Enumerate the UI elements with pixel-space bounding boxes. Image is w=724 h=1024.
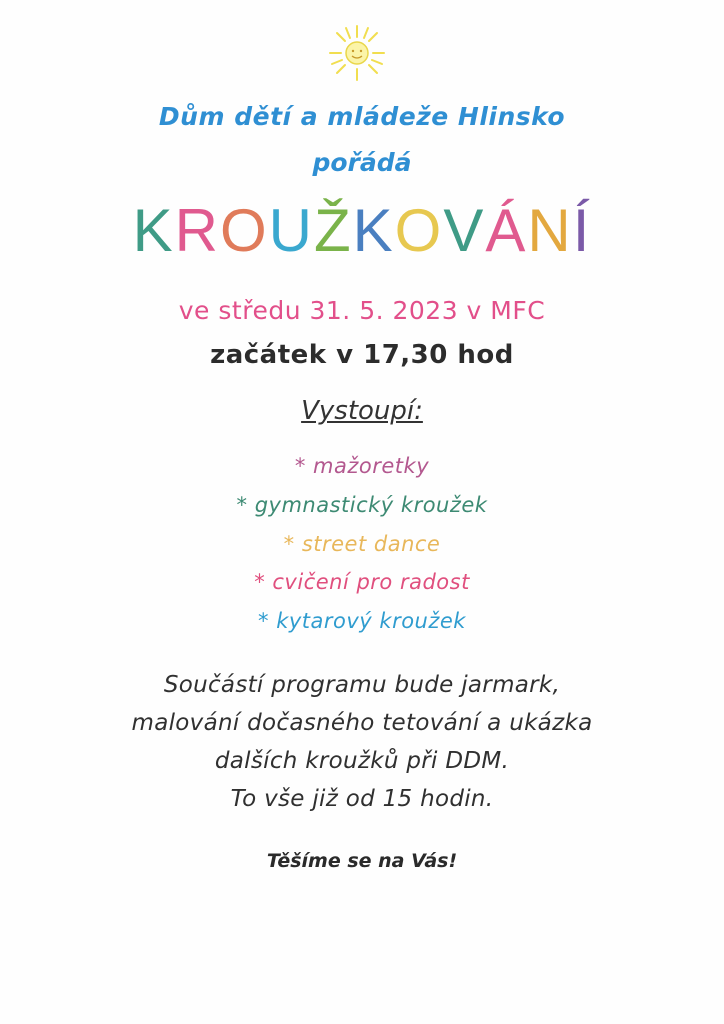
organizer-verb: pořádá [312,148,412,177]
title-letter: O [219,197,269,264]
title-letter: Á [485,197,528,264]
organizer-name: Dům dětí a mládeže Hlinsko [158,102,566,131]
performer-item: * gymnastický kroužek [236,493,488,517]
info-line: Součástí programu bude jarmark, [163,672,561,698]
title-letter: K [352,197,395,264]
event-start-time: začátek v 17,30 hod [210,340,514,370]
performer-item: * kytarový kroužek [258,609,466,633]
title-letter: Í [572,197,592,264]
performer-item: * mažoretky [294,454,430,478]
sun-icon [328,24,386,82]
title-letter: Ž [313,197,353,264]
info-line: malování dočasného tetování a ukázka [131,710,593,736]
title-letter: K [132,197,175,264]
closing-greeting: Těšíme se na Vás! [266,850,458,872]
event-date: ve středu 31. 5. 2023 v MFC [178,296,546,325]
event-title [0,196,724,265]
title-letter: O [394,197,444,264]
performer-item: * cvičení pro radost [254,570,470,594]
title-letter: U [268,197,314,264]
performer-item: * street dance [283,532,441,556]
title-letter: N [527,197,573,264]
info-line: To vše již od 15 hodin. [230,786,494,812]
info-line: dalších kroužků při DDM. [214,748,510,774]
title-letter: V [443,197,486,264]
performers-heading: Vystoupí: [301,396,423,426]
title-letter: R [174,197,220,264]
